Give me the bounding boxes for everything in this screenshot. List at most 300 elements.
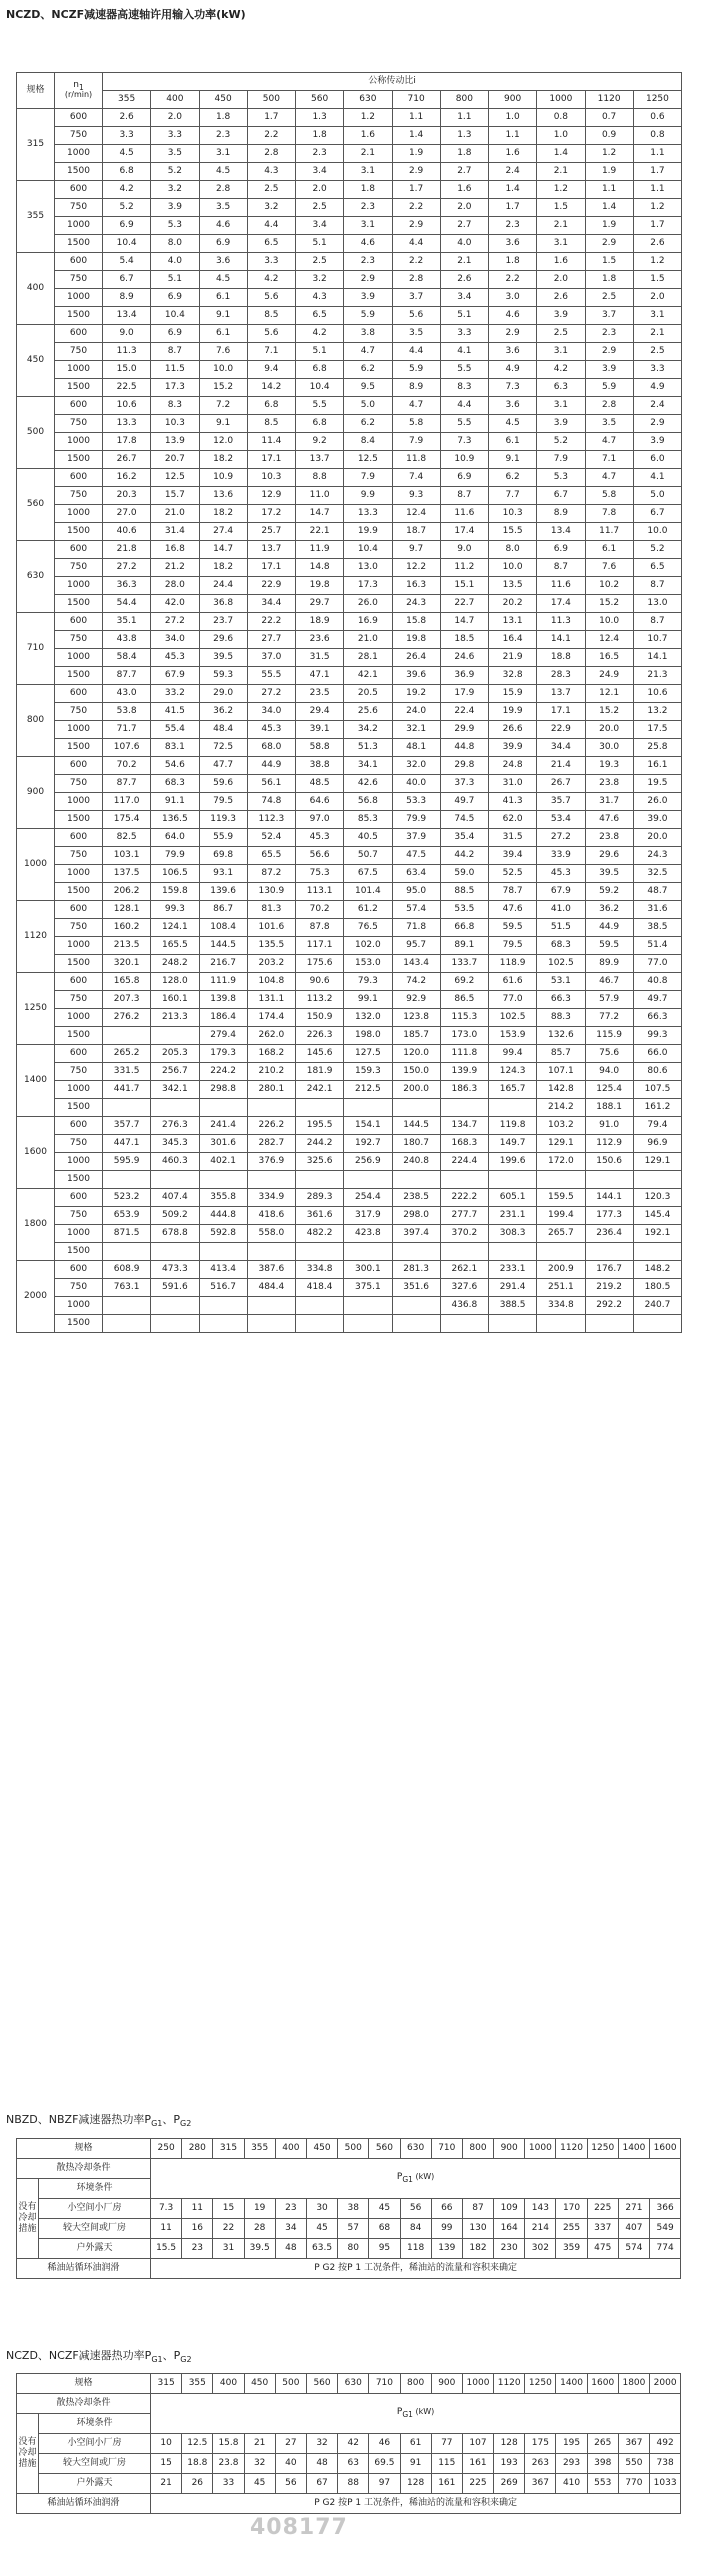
speed-cell: 1000 [55,577,103,595]
power-cell: 32.1 [392,721,440,739]
size-cell: 560 [369,2139,400,2159]
power-cell: 16.5 [585,649,633,667]
table-row [17,235,682,253]
power-cell: 14.2 [247,379,295,397]
speed-cell: 750 [55,127,103,145]
power-cell: 67 [306,2474,337,2494]
ratio-cell: 560 [296,91,344,109]
power-cell: 8.7 [633,613,681,631]
size-cell: 800 [462,2139,493,2159]
power-cell: 115 [431,2454,462,2474]
power-cell: 17.5 [633,721,681,739]
power-cell: 397.4 [392,1225,440,1243]
power-cell: 2.5 [537,325,585,343]
pg1-unit: (kW) [412,2172,435,2182]
power-cell: 1.9 [392,145,440,163]
spec-cell: 1800 [17,1189,55,1261]
power-cell: 3.6 [199,253,247,271]
power-cell [489,1099,537,1117]
power-cell: 359 [556,2239,587,2259]
speed-cell: 1000 [55,649,103,667]
power-cell: 59.5 [489,919,537,937]
power-cell: 6.5 [296,307,344,325]
power-cell: 2.6 [440,271,488,289]
power-cell: 12.1 [585,685,633,703]
speed-cell: 750 [55,775,103,793]
power-cell: 66.3 [633,1009,681,1027]
power-cell: 93.1 [199,865,247,883]
power-cell [344,1315,392,1333]
power-cell: 129.1 [633,1153,681,1171]
power-cell: 101.4 [344,883,392,901]
power-cell: 48 [275,2239,306,2259]
power-cell: 180.5 [633,1279,681,1297]
power-cell: 40.8 [633,973,681,991]
power-cell: 28.0 [151,577,199,595]
power-cell: 103.1 [103,847,151,865]
power-cell: 5.3 [151,217,199,235]
speed-cell: 600 [55,1045,103,1063]
power-cell: 31.6 [633,901,681,919]
power-cell: 1.4 [392,127,440,145]
power-cell: 4.2 [537,361,585,379]
power-cell [440,1099,488,1117]
power-cell: 53.1 [537,973,585,991]
table-row [17,145,682,163]
spec-cell: 400 [17,253,55,325]
speed-cell: 750 [55,1135,103,1153]
power-cell [103,1297,151,1315]
power-cell: 13.9 [151,433,199,451]
size-cell: 900 [494,2139,525,2159]
power-cell: 74.8 [247,793,295,811]
power-cell: 67.9 [537,883,585,901]
power-cell: 13.7 [247,541,295,559]
power-cell: 12.0 [199,433,247,451]
power-cell: 6.9 [103,217,151,235]
power-cell: 10.0 [585,613,633,631]
power-cell: 3.9 [633,433,681,451]
power-cell: 5.5 [440,361,488,379]
size-header-row [17,2139,681,2159]
power-cell: 6.9 [151,325,199,343]
power-cell: 1.2 [344,109,392,127]
speed-cell: 1500 [55,811,103,829]
ratio-cell: 710 [392,91,440,109]
power-cell: 10.6 [103,397,151,415]
power-cell: 3.3 [633,361,681,379]
power-cell: 128.1 [103,901,151,919]
power-cell: 172.0 [537,1153,585,1171]
power-cell: 87.8 [296,919,344,937]
table-row [17,775,682,793]
power-cell: 342.1 [151,1081,199,1099]
power-cell [103,1171,151,1189]
power-cell: 375.1 [344,1279,392,1297]
power-cell: 113.1 [296,883,344,901]
power-cell [247,1099,295,1117]
power-cell: 361.6 [296,1207,344,1225]
power-cell: 44.2 [440,847,488,865]
size-cell: 450 [306,2139,337,2159]
spec-cell: 630 [17,541,55,613]
power-cell: 7.9 [344,469,392,487]
speed-cell: 1500 [55,595,103,613]
table-row [17,1009,682,1027]
power-cell: 410 [556,2474,587,2494]
speed-cell: 600 [55,829,103,847]
power-cell: 230 [494,2239,525,2259]
speed-cell: 600 [55,901,103,919]
power-cell: 2.0 [440,199,488,217]
power-cell: 33.2 [151,685,199,703]
power-cell: 300.1 [344,1261,392,1279]
speed-cell: 750 [55,919,103,937]
power-cell: 34 [275,2219,306,2239]
power-cell: 9.1 [199,307,247,325]
power-cell: 16.2 [103,469,151,487]
power-cell [151,1027,199,1045]
power-cell: 4.5 [199,163,247,181]
power-cell: 180.7 [392,1135,440,1153]
power-cell: 115.9 [585,1027,633,1045]
table-row [17,595,682,613]
power-cell: 774 [650,2239,681,2259]
power-cell: 4.7 [392,397,440,415]
power-cell: 11.6 [440,505,488,523]
power-cell [103,1099,151,1117]
table-row [17,829,682,847]
nbz-thermal-power-table [16,2138,681,2279]
power-cell: 77.2 [585,1009,633,1027]
spec-cell: 560 [17,469,55,541]
power-cell: 31.7 [585,793,633,811]
power-cell: 13.6 [199,487,247,505]
power-cell: 14.8 [296,559,344,577]
power-cell: 139.6 [199,883,247,901]
power-cell: 4.4 [247,217,295,235]
size-cell: 1400 [556,2374,587,2394]
power-cell: 90.6 [296,973,344,991]
power-cell: 25.8 [633,739,681,757]
power-cell: 24.9 [585,667,633,685]
ratio-header: 公称传动比i [103,73,682,91]
power-cell: 9.3 [392,487,440,505]
power-cell: 516.7 [199,1279,247,1297]
table-row [17,1081,682,1099]
power-cell: 47.1 [296,667,344,685]
table-row [17,451,682,469]
size-cell: 1400 [618,2139,649,2159]
speed-cell: 1000 [55,1009,103,1027]
spec-cell: 710 [17,613,55,685]
power-cell: 407 [618,2219,649,2239]
power-cell: 444.8 [199,1207,247,1225]
speed-cell: 600 [55,757,103,775]
power-cell: 68 [369,2219,400,2239]
power-cell: 16.3 [392,577,440,595]
power-cell: 4.2 [296,325,344,343]
power-cell: 3.5 [392,325,440,343]
power-cell: 4.6 [199,217,247,235]
power-cell: 10.7 [633,631,681,649]
power-cell: 1.1 [633,181,681,199]
power-cell: 49.7 [633,991,681,1009]
power-cell: 2.2 [392,253,440,271]
power-cell: 22.2 [247,613,295,631]
power-cell: 28.3 [537,667,585,685]
power-cell: 170 [556,2199,587,2219]
power-cell: 53.5 [440,901,488,919]
power-cell: 142.8 [537,1081,585,1099]
power-cell: 509.2 [151,1207,199,1225]
power-cell: 3.4 [440,289,488,307]
oil-note: P G2 按P 1 工况条件，稀油站的流量和容积来确定 [151,2494,681,2514]
power-cell: 102.5 [537,955,585,973]
power-cell [296,1243,344,1261]
table-row [17,973,682,991]
power-cell: 36.8 [199,595,247,613]
table-row [17,847,682,865]
power-cell: 327.6 [440,1279,488,1297]
power-cell: 308.3 [489,1225,537,1243]
power-cell: 99 [431,2219,462,2239]
power-cell: 67.5 [344,865,392,883]
power-cell: 7.7 [489,487,537,505]
power-cell: 26.7 [103,451,151,469]
power-cell: 27.0 [103,505,151,523]
power-cell: 236.4 [585,1225,633,1243]
size-cell: 710 [369,2374,400,2394]
ratio-cell: 1120 [585,91,633,109]
power-cell: 0.7 [585,109,633,127]
power-cell: 37.3 [440,775,488,793]
power-cell: 37.9 [392,829,440,847]
power-cell: 10.4 [296,379,344,397]
table-row [17,1027,682,1045]
power-cell: 13.7 [296,451,344,469]
power-cell: 66.0 [633,1045,681,1063]
power-cell [585,1315,633,1333]
power-cell: 1.1 [585,181,633,199]
power-cell: 48.4 [199,721,247,739]
power-cell: 8.7 [440,487,488,505]
power-cell: 367 [618,2434,649,2454]
power-cell: 292.2 [585,1297,633,1315]
power-cell: 5.0 [633,487,681,505]
power-cell [103,1243,151,1261]
power-cell: 30.0 [585,739,633,757]
power-cell: 3.9 [537,415,585,433]
power-cell: 111.8 [440,1045,488,1063]
power-cell: 5.1 [296,343,344,361]
table-row [17,1117,682,1135]
speed-cell: 1500 [55,235,103,253]
power-cell: 216.7 [199,955,247,973]
power-cell: 334.8 [537,1297,585,1315]
power-cell: 85.7 [537,1045,585,1063]
power-cell [296,1315,344,1333]
power-cell: 66.8 [440,919,488,937]
power-cell: 770 [618,2474,649,2494]
power-cell: 12.2 [392,559,440,577]
power-cell: 3.2 [247,199,295,217]
power-cell: 11.9 [296,541,344,559]
pg1-header [151,2394,681,2434]
power-cell: 19.5 [633,775,681,793]
power-cell: 3.6 [489,397,537,415]
power-cell: 20.0 [633,829,681,847]
power-cell: 29.6 [585,847,633,865]
power-cell: 367 [525,2474,556,2494]
power-cell: 68.3 [151,775,199,793]
power-cell: 17.1 [537,703,585,721]
power-cell: 12.5 [182,2434,213,2454]
power-cell: 57.4 [392,901,440,919]
power-cell: 298.8 [199,1081,247,1099]
power-cell: 31.5 [296,649,344,667]
power-cell: 7.6 [199,343,247,361]
size-cell: 400 [213,2374,244,2394]
power-cell: 31.0 [489,775,537,793]
power-cell: 26.4 [392,649,440,667]
size-cell: 280 [182,2139,213,2159]
table-row [17,685,682,703]
power-cell [633,1171,681,1189]
power-cell: 117.1 [296,937,344,955]
power-cell: 280.1 [247,1081,295,1099]
no-cooling-label: 没有冷却措施 [17,2414,39,2494]
power-cell: 97 [369,2474,400,2494]
power-cell: 20.3 [103,487,151,505]
env-condition-label: 较大空间或厂房 [39,2454,151,2474]
power-cell: 84 [400,2219,431,2239]
power-cell: 145.4 [633,1207,681,1225]
power-cell: 7.1 [247,343,295,361]
power-cell: 224.4 [440,1153,488,1171]
size-cell: 630 [400,2139,431,2159]
power-cell: 265 [587,2434,618,2454]
power-cell: 76.5 [344,919,392,937]
power-cell: 213.5 [103,937,151,955]
power-cell: 265.2 [103,1045,151,1063]
power-cell: 52.5 [489,865,537,883]
power-cell: 1.4 [489,181,537,199]
power-cell: 91.1 [151,793,199,811]
speed-cell: 1500 [55,883,103,901]
power-cell: 473.3 [151,1261,199,1279]
power-cell: 376.9 [247,1153,295,1171]
power-cell: 48.5 [296,775,344,793]
power-cell: 69.5 [369,2454,400,2474]
power-cell: 3.6 [489,343,537,361]
power-cell: 47.5 [392,847,440,865]
power-cell: 39.1 [296,721,344,739]
speed-cell: 600 [55,685,103,703]
power-cell: 549 [650,2219,681,2239]
table-row [17,361,682,379]
power-cell: 281.3 [392,1261,440,1279]
oil-label: 稀油站循环油润滑 [17,2259,151,2279]
power-cell: 7.3 [489,379,537,397]
power-cell: 38.5 [633,919,681,937]
power-cell: 18.5 [440,631,488,649]
power-cell: 277.7 [440,1207,488,1225]
input-power-table [16,72,682,1333]
power-cell: 95.0 [392,883,440,901]
speed-cell: 1500 [55,739,103,757]
power-cell: 137.5 [103,865,151,883]
pg1-subscript: G1 [402,2410,413,2420]
power-cell: 441.7 [103,1081,151,1099]
power-cell: 1.9 [585,217,633,235]
power-cell: 159.5 [537,1189,585,1207]
speed-cell: 750 [55,991,103,1009]
power-cell [247,1171,295,1189]
ratio-header-row [17,91,682,109]
power-cell: 23.7 [199,613,247,631]
speed-cell: 1000 [55,145,103,163]
power-cell: 6.7 [537,487,585,505]
power-cell: 1.4 [537,145,585,163]
power-cell: 8.9 [537,505,585,523]
power-cell: 6.2 [489,469,537,487]
power-cell: 107.6 [103,739,151,757]
power-cell: 34.0 [247,703,295,721]
table-row [17,757,682,775]
power-cell: 34.1 [344,757,392,775]
power-cell: 4.6 [344,235,392,253]
power-cell: 12.4 [392,505,440,523]
oil-row [17,2494,681,2514]
power-cell: 8.8 [296,469,344,487]
power-cell: 21.9 [489,649,537,667]
power-cell: 3.1 [537,343,585,361]
power-cell: 95.7 [392,937,440,955]
power-cell: 418.6 [247,1207,295,1225]
pg1-unit: (kW) [412,2407,435,2417]
power-cell: 8.3 [440,379,488,397]
power-cell: 24.6 [440,649,488,667]
power-cell: 24.8 [489,757,537,775]
ncz-thermal-power-table [16,2373,681,2514]
power-cell: 550 [618,2454,649,2474]
power-cell: 41.5 [151,703,199,721]
power-cell: 248.2 [151,955,199,973]
power-cell: 36.9 [440,667,488,685]
speed-cell: 600 [55,253,103,271]
speed-cell: 750 [55,343,103,361]
power-cell: 148.2 [633,1261,681,1279]
power-cell: 10.3 [247,469,295,487]
power-cell: 5.5 [440,415,488,433]
power-cell: 132.0 [344,1009,392,1027]
power-cell: 2.9 [489,325,537,343]
power-cell [344,1297,392,1315]
power-cell: 7.4 [392,469,440,487]
power-cell: 11 [182,2199,213,2219]
power-cell: 56.8 [344,793,392,811]
power-cell: 11.6 [537,577,585,595]
power-cell: 149.7 [489,1135,537,1153]
spec-cell: 355 [17,181,55,253]
power-cell: 10.9 [440,451,488,469]
power-cell: 6.2 [344,361,392,379]
power-cell: 144.5 [392,1117,440,1135]
power-cell [344,1171,392,1189]
power-cell: 1.2 [633,253,681,271]
power-cell: 213.3 [151,1009,199,1027]
